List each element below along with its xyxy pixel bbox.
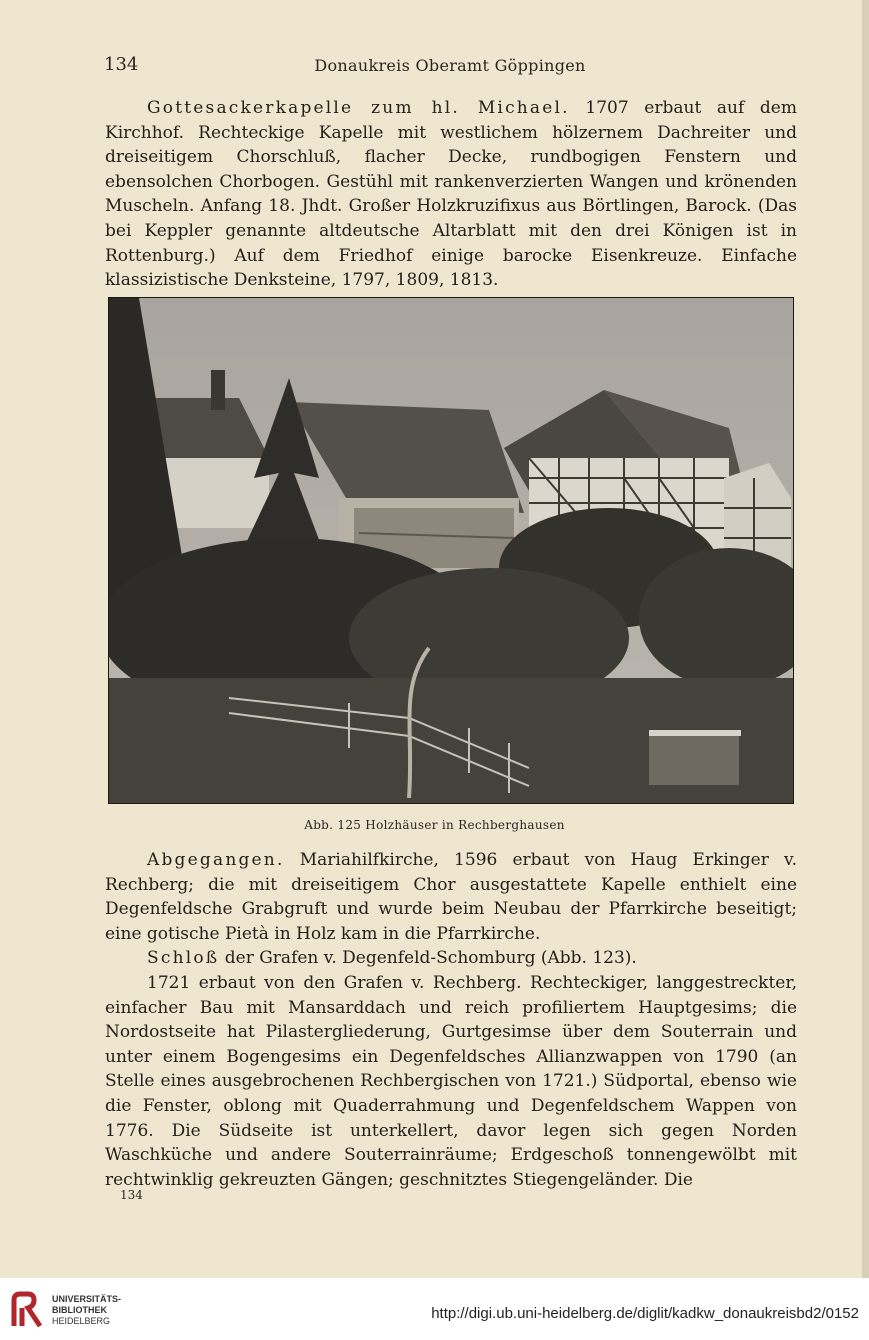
paragraph-heading: Schloß — [147, 948, 220, 969]
folio-number: 134 — [120, 1188, 143, 1202]
figure-photo — [108, 297, 794, 804]
paragraph-text: Mariahilfkirche, 1596 erbaut von Haug Erkinger v. Rechberg; die mit dreiseitigem Chor ausgestattete Kapelle enthielt eine Degenfeldsche Grabgruft und wurde beim Neubau der Pfarrkirche beseitigt; eine gotische Pietà in Holz kam in die Pfarrkirche. — [105, 850, 797, 944]
library-logo-text — [52, 1294, 121, 1327]
paragraph-text: 1707 erbaut auf dem Kirchhof. Rechteckige Kapelle mit westlichem hölzernem Dachreiter und dreiseitigem Chorschluß, flacher Decke, rundbogigen Fenstern und ebensolchen Chorbogen. Gestühl mit rankenverzierten Wangen und krönenden Muscheln. Anfang 18. Jhdt. Großer Holzkruzifixus aus Börtlingen, Barock. (Das bei Keppler genannte altdeutsche Altarblatt mit den drei Königen ist in Rottenburg.) Auf dem Friedhof einige barocke Eisenkreuze. Einfache klassizistische Denksteine, 1797, 1809, 1813. — [105, 98, 797, 291]
paragraph-abgegangen — [105, 848, 797, 946]
paragraph-text: der Grafen v. Degenfeld-Schomburg (Abb. 123). — [219, 948, 637, 969]
text-block-top — [105, 96, 797, 293]
paragraph-chapel — [105, 96, 797, 293]
paragraph-schloss-description: 1721 erbaut von den Grafen v. Rechberg. Rechteckiger, langgestreckter, einfacher Bau mit Mansarddach und reich profiliertem Hauptgesims; die Nordostseite hat Pilastergliederung, Gurtgesimse über dem Souterrain und unter einem Bogengesims ein Degenfeldsches Allianzwappen von 1790 (an Stelle eines ausgebrochenen Rechbergischen von 1721.) Südportal, ebenso wie die Fenster, oblong mit Quaderrahmung und Degenfeldschem Wappen von 1776. Die Südseite ist unterkellert, davor legen sich gegen Norden Waschküche und andere Souterrainräume; Erdgeschoß tonnengewölbt mit rechtwinklig gekreuzten Gängen; geschnitztes Stiegengeländer. Die — [105, 972, 797, 1190]
text-block-bottom — [105, 848, 797, 1192]
logo-line-3: HEIDELBERG — [52, 1316, 111, 1326]
library-logo-icon — [10, 1290, 46, 1330]
source-url-link[interactable]: http://digi.ub.uni-heidelberg.de/diglit/kadkw_donaukreisbd2/0152 — [431, 1305, 859, 1322]
paragraph-heading: Abgegangen. — [147, 850, 285, 870]
running-title: Donaukreis Oberamt Göppingen — [314, 56, 586, 75]
running-header — [104, 54, 796, 80]
logo-line-1: UNIVERSITÄTS- — [52, 1294, 122, 1304]
figure-caption: Abb. 125 Holzhäuser in Rechberghausen — [304, 818, 565, 832]
logo-line-2: BIBLIOTHEK — [52, 1305, 107, 1315]
photo-half-timbered-houses — [109, 298, 793, 803]
page-number: 134 — [104, 54, 139, 75]
paragraph-schloss — [105, 946, 797, 971]
page-edge — [862, 0, 869, 1278]
paragraph-heading: Gottesackerkapelle zum hl. Michael. — [147, 98, 570, 118]
